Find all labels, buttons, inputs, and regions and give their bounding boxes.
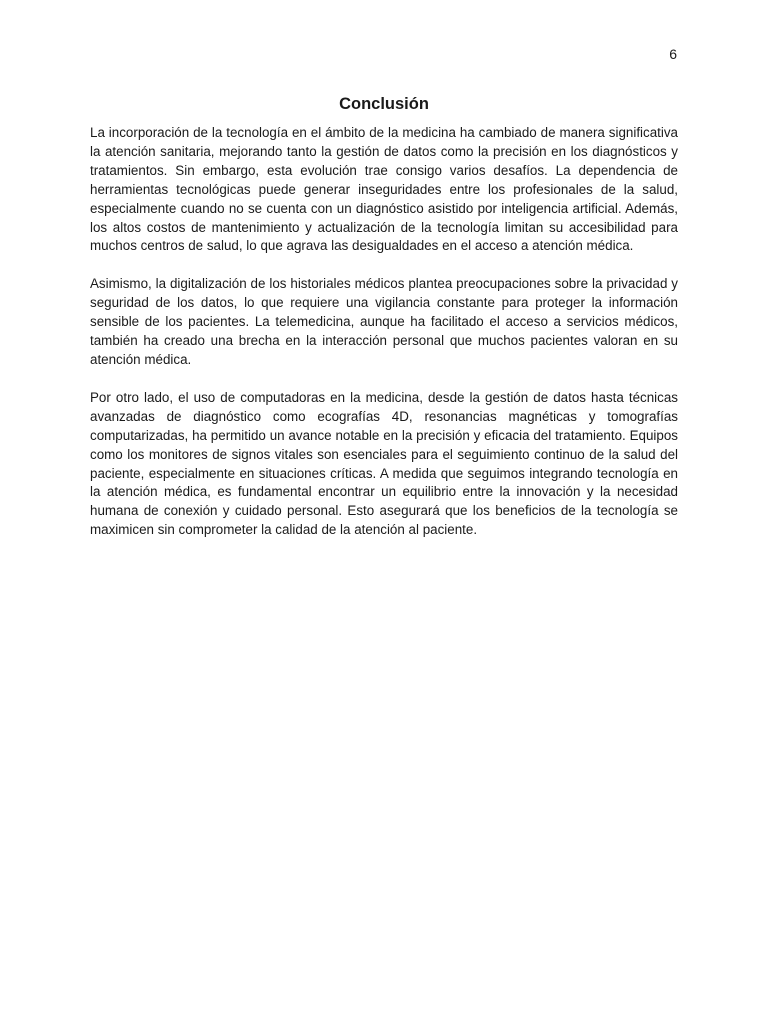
section-heading: Conclusión <box>339 95 429 113</box>
page-number: 6 <box>669 46 677 62</box>
paragraph-2: Asimismo, la digitalización de los historiales médicos plantea preocupaciones sobre la privacidad y seguridad de los datos, lo que requiere una vigilancia constante para proteger la información sensible de los pacientes. La telemedicina, aunque ha facilitado el acceso a servicios médicos, también ha creado una brecha en la interacción personal que muchos pacientes valoran en su atención médica. <box>90 276 678 367</box>
paragraph-3: Por otro lado, el uso de computadoras en la medicina, desde la gestión de datos hasta técnicas avanzadas de diagnóstico como ecografías 4D, resonancias magnéticas y tomografías computarizadas, ha permitido un avance notable en la precisión y eficacia del tratamiento. Equipos como los monitores de signos vitales son esenciales para el seguimiento continuo de la salud del paciente, especialmente en situaciones críticas. A medida que seguimos integrando tecnología en la atención médica, es fundamental encontrar un equilibrio entre la innovación y la necesidad humana de conexión y cuidado personal. Esto asegurará que los beneficios de la tecnología se maximicen sin comprometer la calidad de la atención al paciente. <box>90 389 678 538</box>
paragraph-1: La incorporación de la tecnología en el ámbito de la medicina ha cambiado de manera significativa la atención sanitaria, mejorando tanto la gestión de datos como la precisión en los diagnósticos y tratamientos. Sin embargo, esta evolución trae consigo varios desafíos. La dependencia de herramientas tecnológicas puede generar inseguridades entre los profesionales de la salud, especialmente cuando no se cuenta con un diagnóstico asistido por inteligencia artificial. Además, los altos costos de mantenimiento y actualización de la tecnología limitan su accesibilidad para muchos centros de salud, lo que agrava las desigualdades en el acceso a atención médica. <box>90 125 678 254</box>
body-text <box>90 124 678 559</box>
